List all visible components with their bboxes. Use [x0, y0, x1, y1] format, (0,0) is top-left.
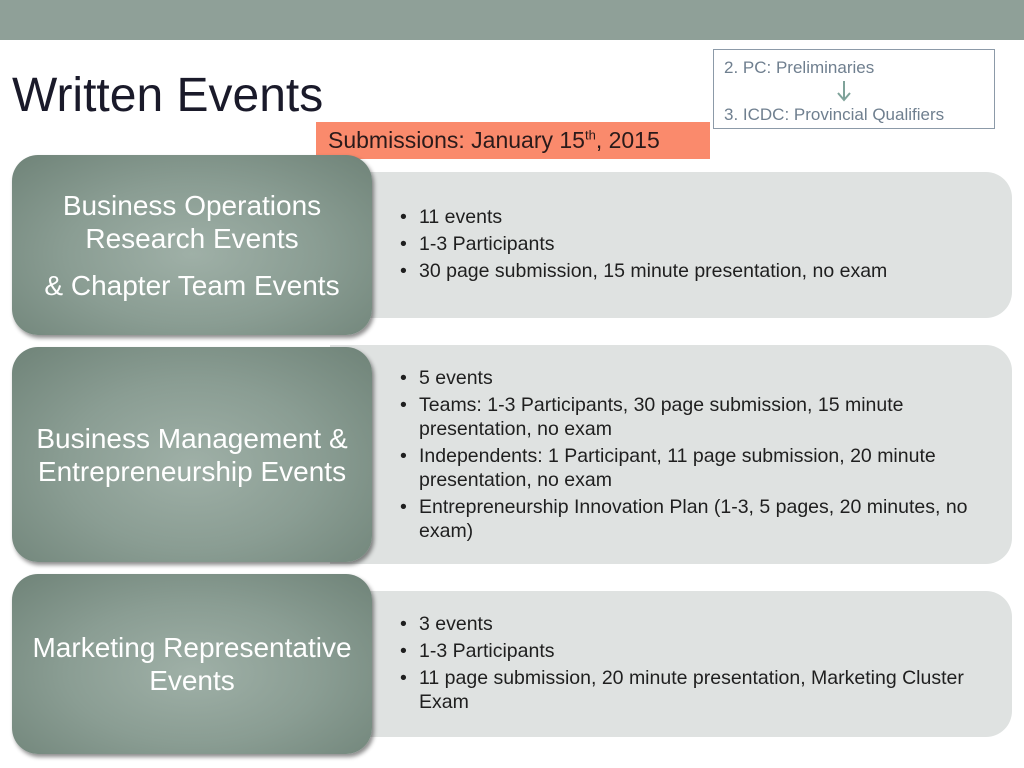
page-title: Written Events [12, 69, 324, 122]
competition-flow-box [713, 49, 995, 129]
section-1-bullet-list [398, 205, 988, 286]
category-subtitle: & Chapter Team Events [44, 269, 340, 301]
bullet-item: • Entrepreneurship Innovation Plan (1-3, 5 pages, 20 minutes, no exam) [398, 495, 988, 543]
bullet-item: • 1-3 Participants [398, 232, 988, 256]
submission-date-text: Submissions: January 15 [328, 127, 585, 153]
section-3-bullet-list [398, 612, 988, 717]
section-1-category-box [12, 155, 372, 335]
submission-deadline-banner [316, 122, 710, 159]
section-2-bullet-list [398, 366, 988, 546]
arrow-down-icon [834, 80, 854, 102]
bullet-item: • Independents: 1 Participant, 11 page submission, 20 minute presentation, no exam [398, 444, 988, 492]
category-title: Business Operations Research Events [62, 189, 322, 254]
section-2-category-box [12, 347, 372, 562]
bullet-item: • 5 events [398, 366, 988, 390]
bullet-item: • 1-3 Participants [398, 639, 988, 663]
top-accent-bar [0, 0, 1024, 40]
flow-step-provincial: 3. ICDC: Provincial Qualifiers [724, 105, 945, 124]
bullet-item: • 11 events [398, 205, 988, 229]
bullet-item: • 3 events [398, 612, 988, 636]
submission-year-text: , 2015 [595, 127, 660, 153]
section-3-category-box [12, 574, 372, 754]
category-title: Business Management & Entrepreneurship Events [36, 422, 348, 487]
bullet-item: • 11 page submission, 20 minute presentation, Marketing Cluster Exam [398, 666, 988, 714]
bullet-item: • Teams: 1-3 Participants, 30 page submission, 15 minute presentation, no exam [398, 393, 988, 441]
flow-step-preliminaries: 2. PC: Preliminaries [724, 58, 875, 77]
category-title: Marketing Representative Events [32, 632, 352, 696]
bullet-item: • 30 page submission, 15 minute presentation, no exam [398, 259, 988, 283]
date-ordinal-suffix: th [584, 127, 596, 143]
